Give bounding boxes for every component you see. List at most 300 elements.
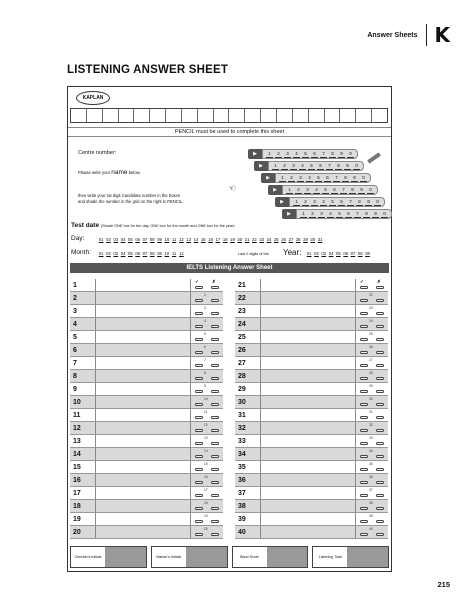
answer-field[interactable] — [96, 305, 191, 317]
listening-banner: IELTS Listening Answer Sheet — [70, 263, 389, 273]
name-boxes[interactable] — [70, 108, 388, 123]
digit-bubble[interactable]: 5 — [315, 175, 322, 182]
incorrect-mark-box[interactable] — [211, 351, 219, 354]
correct-mark-box[interactable] — [195, 390, 203, 393]
digit-bubble[interactable]: 4 — [306, 175, 313, 182]
day-bubble[interactable]: 27 — [288, 237, 294, 242]
incorrect-mark-box[interactable] — [211, 481, 219, 484]
day-bubble[interactable]: 17 — [215, 237, 221, 242]
marking-boxes — [191, 422, 223, 434]
question-index: 20 — [204, 527, 208, 531]
correct-mark-box[interactable] — [360, 507, 368, 510]
digit-bubble[interactable]: 1 — [286, 187, 293, 194]
answer-row — [70, 279, 223, 292]
incorrect-mark-box[interactable] — [376, 468, 384, 471]
answer-field[interactable] — [96, 396, 191, 408]
digit-bubble[interactable]: 0 — [367, 187, 374, 194]
digit-bubble[interactable]: 9 — [351, 175, 358, 182]
digit-bubble[interactable]: 3 — [297, 175, 304, 182]
digit-bubble[interactable]: 2 — [309, 211, 316, 218]
month-bubble[interactable]: 12 — [179, 251, 184, 256]
name-letter-box[interactable] — [356, 109, 372, 122]
digit-bubble[interactable]: 3 — [318, 211, 325, 218]
incorrect-mark-box[interactable] — [376, 442, 384, 445]
correct-mark-box[interactable] — [360, 494, 368, 497]
digit-bubble[interactable]: 6 — [345, 211, 352, 218]
question-index: 28 — [369, 371, 373, 375]
correct-mark-box[interactable] — [360, 377, 368, 380]
month-label: Month: — [71, 249, 91, 256]
digit-bubble[interactable]: 1 — [293, 199, 300, 206]
day-bubble[interactable]: 09 — [157, 237, 162, 242]
question-index: 12 — [204, 423, 208, 427]
question-number: 11 — [70, 409, 96, 421]
digit-bubble[interactable]: 9 — [338, 151, 345, 158]
day-bubble[interactable]: 06 — [135, 237, 140, 242]
name-letter-box[interactable] — [261, 109, 277, 122]
marking-boxes — [191, 474, 223, 486]
correct-mark-box[interactable] — [195, 416, 203, 419]
digit-bubble[interactable]: 0 — [381, 211, 388, 218]
name-letter-box[interactable] — [309, 109, 325, 122]
incorrect-mark-box[interactable] — [211, 338, 219, 341]
footer-entry-box[interactable] — [347, 547, 388, 567]
cross-icon: ✗ — [212, 279, 216, 284]
correct-mark-box[interactable] — [195, 520, 203, 523]
correct-mark-box[interactable] — [195, 325, 203, 328]
incorrect-mark-box[interactable] — [376, 364, 384, 367]
incorrect-mark-box[interactable] — [376, 351, 384, 354]
digit-bubble[interactable]: 2 — [302, 199, 309, 206]
incorrect-mark-box[interactable] — [376, 338, 384, 341]
incorrect-mark-box[interactable] — [376, 481, 384, 484]
day-bubble[interactable]: 22 — [252, 237, 257, 242]
month-bubble[interactable]: 09 — [157, 251, 162, 256]
correct-mark-box[interactable] — [195, 533, 203, 536]
correct-mark-box[interactable] — [195, 364, 203, 367]
digit-bubble[interactable]: 1 — [279, 175, 286, 182]
footer-entry-box[interactable] — [267, 547, 308, 567]
answer-field[interactable] — [96, 500, 191, 512]
incorrect-mark-box[interactable] — [376, 494, 384, 497]
answer-field[interactable] — [261, 396, 356, 408]
answer-row — [235, 383, 388, 396]
name-letter-box[interactable] — [293, 109, 309, 122]
digit-bubble[interactable]: 6 — [338, 199, 345, 206]
digit-bubble[interactable]: 8 — [356, 199, 363, 206]
answer-field[interactable] — [96, 383, 191, 395]
day-bubble[interactable]: 08 — [149, 237, 155, 242]
year-options — [306, 251, 371, 256]
question-number: 5 — [70, 331, 96, 343]
month-bubble[interactable]: 11 — [171, 251, 177, 256]
name-letter-box[interactable] — [277, 109, 293, 122]
day-bubble[interactable]: 04 — [120, 237, 126, 242]
correct-mark-box[interactable] — [195, 377, 203, 380]
correct-mark-box[interactable] — [195, 351, 203, 354]
incorrect-mark-box[interactable] — [211, 377, 219, 380]
correct-mark-box[interactable] — [360, 390, 368, 393]
footer-cell — [232, 546, 309, 568]
correct-mark-box[interactable] — [195, 442, 203, 445]
day-bubble[interactable]: 25 — [273, 237, 279, 242]
incorrect-mark-box[interactable] — [211, 455, 219, 458]
question-number: 24 — [235, 318, 261, 330]
day-bubble[interactable]: 03 — [113, 237, 119, 242]
digit-bubble[interactable]: 9 — [344, 163, 351, 170]
digit-bubble[interactable]: 9 — [365, 199, 372, 206]
year-bubble[interactable]: 04 — [328, 251, 334, 256]
digit-bubble[interactable]: 7 — [333, 175, 340, 182]
section-label: Answer Sheets — [367, 31, 418, 39]
answer-field[interactable] — [96, 370, 191, 382]
day-bubble[interactable]: 01 — [98, 237, 104, 242]
digit-bubble[interactable]: 4 — [320, 199, 327, 206]
incorrect-mark-box[interactable] — [376, 533, 384, 536]
correct-mark-box[interactable] — [360, 312, 368, 315]
day-bubble[interactable]: 23 — [259, 237, 265, 242]
year-bubble[interactable]: 01 — [306, 251, 312, 256]
name-letter-box[interactable] — [119, 109, 135, 122]
answer-row — [70, 461, 223, 474]
question-index: 5 — [204, 332, 206, 336]
footer-entry-box[interactable] — [186, 547, 227, 567]
name-letter-box[interactable] — [229, 109, 245, 122]
digit-bubble[interactable]: 7 — [326, 163, 333, 170]
answer-field[interactable] — [96, 344, 191, 356]
question-index: 30 — [369, 397, 373, 401]
marking-boxes — [191, 331, 223, 343]
correct-mark-box[interactable] — [360, 351, 368, 354]
answer-row — [235, 461, 388, 474]
digit-bubble[interactable]: 6 — [324, 175, 331, 182]
correct-mark-box[interactable] — [360, 286, 368, 289]
digit-bubble[interactable]: 8 — [349, 187, 356, 194]
day-bubble[interactable]: 02 — [106, 237, 111, 242]
digit-bubble[interactable]: 7 — [340, 187, 347, 194]
candidate-digit-row — [248, 149, 358, 159]
correct-mark-box[interactable] — [195, 429, 203, 432]
digit-bubble[interactable]: 4 — [313, 187, 320, 194]
question-index: 18 — [204, 501, 208, 505]
month-options — [98, 251, 185, 256]
answer-field[interactable] — [261, 409, 356, 421]
name-letter-box[interactable] — [71, 109, 87, 122]
year-bubble[interactable]: 05 — [336, 251, 341, 256]
incorrect-mark-box[interactable] — [376, 455, 384, 458]
question-index: 25 — [369, 332, 373, 336]
answer-field[interactable] — [261, 500, 356, 512]
answer-field[interactable] — [96, 279, 191, 291]
correct-mark-box[interactable] — [195, 403, 203, 406]
correct-mark-box[interactable] — [360, 325, 368, 328]
digit-bubble[interactable]: 5 — [302, 151, 309, 158]
scoring-footer — [70, 546, 389, 568]
incorrect-mark-box[interactable] — [211, 442, 219, 445]
digit-bubble[interactable]: 8 — [329, 151, 336, 158]
answer-field[interactable] — [261, 331, 356, 343]
answer-field[interactable] — [261, 318, 356, 330]
incorrect-mark-box[interactable] — [211, 364, 219, 367]
digit-bubble[interactable]: 7 — [354, 211, 361, 218]
answer-field[interactable] — [96, 292, 191, 304]
day-bubble[interactable]: 20 — [237, 237, 243, 242]
day-bubble[interactable]: 24 — [266, 237, 272, 242]
answer-field[interactable] — [261, 526, 356, 538]
answer-field[interactable] — [261, 370, 356, 382]
correct-mark-box[interactable] — [360, 338, 368, 341]
question-number: 18 — [70, 500, 96, 512]
name-letter-box[interactable] — [150, 109, 166, 122]
correct-mark-box[interactable] — [360, 403, 368, 406]
correct-mark-box[interactable] — [195, 286, 203, 289]
year-bubble[interactable]: 08 — [357, 251, 363, 256]
month-bubble[interactable]: 05 — [128, 251, 133, 256]
incorrect-mark-box[interactable] — [211, 533, 219, 536]
name-letter-box[interactable] — [198, 109, 214, 122]
marking-boxes — [191, 279, 223, 291]
year-bubble[interactable]: 07 — [350, 251, 356, 256]
incorrect-mark-box[interactable] — [376, 299, 384, 302]
correct-mark-box[interactable] — [360, 416, 368, 419]
digit-bubble[interactable]: 3 — [284, 151, 291, 158]
digit-bubble[interactable]: 0 — [353, 163, 360, 170]
day-bubble[interactable]: 12 — [179, 237, 184, 242]
day-label: Day: — [71, 235, 85, 242]
correct-mark-box[interactable] — [360, 455, 368, 458]
incorrect-mark-box[interactable] — [211, 299, 219, 302]
answer-field[interactable] — [96, 357, 191, 369]
month-bubble[interactable]: 06 — [135, 251, 140, 256]
correct-mark-box[interactable] — [360, 533, 368, 536]
name-letter-box[interactable] — [372, 109, 387, 122]
day-bubble[interactable]: 16 — [208, 237, 213, 242]
answer-row — [235, 396, 388, 409]
name-letter-box[interactable] — [325, 109, 341, 122]
answer-field[interactable] — [261, 487, 356, 499]
answer-field[interactable] — [261, 513, 356, 525]
digit-bubble[interactable]: 6 — [331, 187, 338, 194]
answer-field[interactable] — [261, 474, 356, 486]
digit-bubble[interactable]: 0 — [347, 151, 354, 158]
answer-field[interactable] — [261, 422, 356, 434]
answer-row — [235, 318, 388, 331]
incorrect-mark-box[interactable] — [211, 429, 219, 432]
incorrect-mark-box[interactable] — [376, 312, 384, 315]
answer-field[interactable] — [261, 461, 356, 473]
name-letter-box[interactable] — [182, 109, 198, 122]
answer-field[interactable] — [261, 305, 356, 317]
day-bubble[interactable]: 10 — [164, 237, 170, 242]
digit-bubble[interactable]: 5 — [329, 199, 336, 206]
digit-bubble[interactable]: 8 — [335, 163, 342, 170]
month-bubble[interactable]: 08 — [149, 251, 155, 256]
digit-bubble[interactable]: 1 — [266, 151, 273, 158]
correct-mark-box[interactable] — [195, 507, 203, 510]
incorrect-mark-box[interactable] — [211, 390, 219, 393]
day-bubble[interactable]: 13 — [186, 237, 192, 242]
correct-mark-box[interactable] — [360, 520, 368, 523]
digit-bubble[interactable]: 4 — [327, 211, 334, 218]
digit-bubble[interactable]: 1 — [272, 163, 279, 170]
incorrect-mark-box[interactable] — [211, 325, 219, 328]
answer-field[interactable] — [96, 409, 191, 421]
correct-mark-box[interactable] — [360, 442, 368, 445]
digit-bubble[interactable]: 6 — [311, 151, 318, 158]
day-bubble[interactable]: 15 — [200, 237, 206, 242]
correct-mark-box[interactable] — [195, 455, 203, 458]
digit-bubble[interactable]: 1 — [300, 211, 307, 218]
digit-bubble[interactable]: 4 — [293, 151, 300, 158]
incorrect-mark-box[interactable] — [376, 377, 384, 380]
day-bubble[interactable]: 18 — [222, 237, 228, 242]
marking-boxes — [191, 526, 223, 538]
month-bubble[interactable]: 07 — [142, 251, 148, 256]
day-bubble[interactable]: 31 — [317, 237, 323, 242]
name-letter-box[interactable] — [166, 109, 182, 122]
incorrect-mark-box[interactable] — [376, 507, 384, 510]
month-bubble[interactable]: 10 — [164, 251, 170, 256]
correct-mark-box[interactable] — [360, 364, 368, 367]
correct-mark-box[interactable] — [195, 494, 203, 497]
answer-row — [235, 370, 388, 383]
name-letter-box[interactable] — [340, 109, 356, 122]
answer-row — [70, 396, 223, 409]
incorrect-mark-box[interactable] — [376, 286, 384, 289]
month-bubble[interactable]: 03 — [113, 251, 119, 256]
answer-field[interactable] — [96, 526, 191, 538]
digit-bubble[interactable]: 2 — [281, 163, 288, 170]
answer-field[interactable] — [261, 357, 356, 369]
day-bubble[interactable]: 19 — [230, 237, 235, 242]
name-letter-box[interactable] — [245, 109, 261, 122]
incorrect-mark-box[interactable] — [376, 416, 384, 419]
answer-field[interactable] — [96, 422, 191, 434]
digit-bubble[interactable]: 3 — [311, 199, 318, 206]
answer-field[interactable] — [261, 383, 356, 395]
day-bubble[interactable]: 07 — [142, 237, 148, 242]
correct-mark-box[interactable] — [195, 338, 203, 341]
digit-bubble[interactable]: 3 — [304, 187, 311, 194]
digit-bubble[interactable]: 2 — [275, 151, 282, 158]
digit-bubble[interactable]: 8 — [363, 211, 370, 218]
digit-bubble[interactable]: 3 — [290, 163, 297, 170]
digit-bubble[interactable]: 0 — [360, 175, 367, 182]
question-number: 2 — [70, 292, 96, 304]
correct-mark-box[interactable] — [195, 468, 203, 471]
name-letter-box[interactable] — [103, 109, 119, 122]
correct-mark-box[interactable] — [195, 481, 203, 484]
name-letter-box[interactable] — [214, 109, 230, 122]
answer-field[interactable] — [96, 448, 191, 460]
correct-mark-box[interactable] — [360, 429, 368, 432]
marking-boxes — [356, 279, 388, 291]
correct-mark-box[interactable] — [360, 299, 368, 302]
digit-bubble[interactable]: 5 — [336, 211, 343, 218]
day-bubble[interactable]: 26 — [281, 237, 286, 242]
incorrect-mark-box[interactable] — [211, 286, 219, 289]
correct-mark-box[interactable] — [360, 468, 368, 471]
digit-bubble[interactable]: 7 — [320, 151, 327, 158]
name-letter-box[interactable] — [134, 109, 150, 122]
day-bubble[interactable]: 30 — [310, 237, 316, 242]
answer-field[interactable] — [261, 292, 356, 304]
answer-row — [235, 292, 388, 305]
incorrect-mark-box[interactable] — [211, 468, 219, 471]
digit-bubble[interactable]: 5 — [322, 187, 329, 194]
digit-bubble[interactable]: 7 — [347, 199, 354, 206]
question-number: 31 — [235, 409, 261, 421]
answer-field[interactable] — [96, 487, 191, 499]
incorrect-mark-box[interactable] — [376, 325, 384, 328]
year-bubble[interactable]: 06 — [343, 251, 348, 256]
incorrect-mark-box[interactable] — [376, 429, 384, 432]
answer-field[interactable] — [261, 435, 356, 447]
day-bubble[interactable]: 21 — [244, 237, 250, 242]
answer-field[interactable] — [261, 344, 356, 356]
digit-bubble[interactable]: 9 — [358, 187, 365, 194]
incorrect-mark-box[interactable] — [376, 390, 384, 393]
digit-bubble[interactable]: 0 — [374, 199, 381, 206]
question-index: 4 — [204, 319, 206, 323]
year-bubble[interactable]: 09 — [365, 251, 370, 256]
answer-field[interactable] — [96, 318, 191, 330]
name-letter-box[interactable] — [87, 109, 103, 122]
footer-entry-box[interactable] — [105, 547, 146, 567]
incorrect-mark-box[interactable] — [211, 494, 219, 497]
digit-bubble[interactable]: 9 — [372, 211, 379, 218]
incorrect-mark-box[interactable] — [211, 403, 219, 406]
month-bubble[interactable]: 02 — [106, 251, 111, 256]
year-bubble[interactable]: 03 — [321, 251, 327, 256]
marking-boxes — [191, 396, 223, 408]
incorrect-mark-box[interactable] — [211, 507, 219, 510]
day-bubble[interactable]: 14 — [193, 237, 199, 242]
answer-field[interactable] — [96, 435, 191, 447]
digit-bubble[interactable]: 5 — [308, 163, 315, 170]
digit-bubble[interactable]: 6 — [317, 163, 324, 170]
correct-mark-box[interactable] — [360, 481, 368, 484]
day-bubble[interactable]: 28 — [295, 237, 301, 242]
incorrect-mark-box[interactable] — [376, 520, 384, 523]
digit-bubble[interactable]: 2 — [288, 175, 295, 182]
footer-cell — [151, 546, 228, 568]
correct-mark-box[interactable] — [195, 299, 203, 302]
digit-bubble[interactable]: 4 — [299, 163, 306, 170]
answer-field[interactable] — [96, 331, 191, 343]
incorrect-mark-box[interactable] — [211, 416, 219, 419]
incorrect-mark-box[interactable] — [376, 403, 384, 406]
day-bubble[interactable]: 29 — [303, 237, 308, 242]
incorrect-mark-box[interactable] — [211, 312, 219, 315]
day-bubble[interactable]: 05 — [128, 237, 133, 242]
year-bubble[interactable]: 02 — [314, 251, 319, 256]
day-bubble[interactable]: 11 — [171, 237, 177, 242]
answer-field[interactable] — [261, 279, 356, 291]
incorrect-mark-box[interactable] — [211, 520, 219, 523]
correct-mark-box[interactable] — [195, 312, 203, 315]
answer-field[interactable] — [96, 474, 191, 486]
question-index: 16 — [204, 475, 208, 479]
month-bubble[interactable]: 01 — [98, 251, 104, 256]
answer-field[interactable] — [96, 461, 191, 473]
digit-bubble[interactable]: 8 — [342, 175, 349, 182]
month-bubble[interactable]: 04 — [120, 251, 126, 256]
candidate-digit-row — [254, 161, 364, 171]
answer-field[interactable] — [96, 513, 191, 525]
digit-bubble[interactable]: 2 — [295, 187, 302, 194]
answer-field[interactable] — [261, 448, 356, 460]
